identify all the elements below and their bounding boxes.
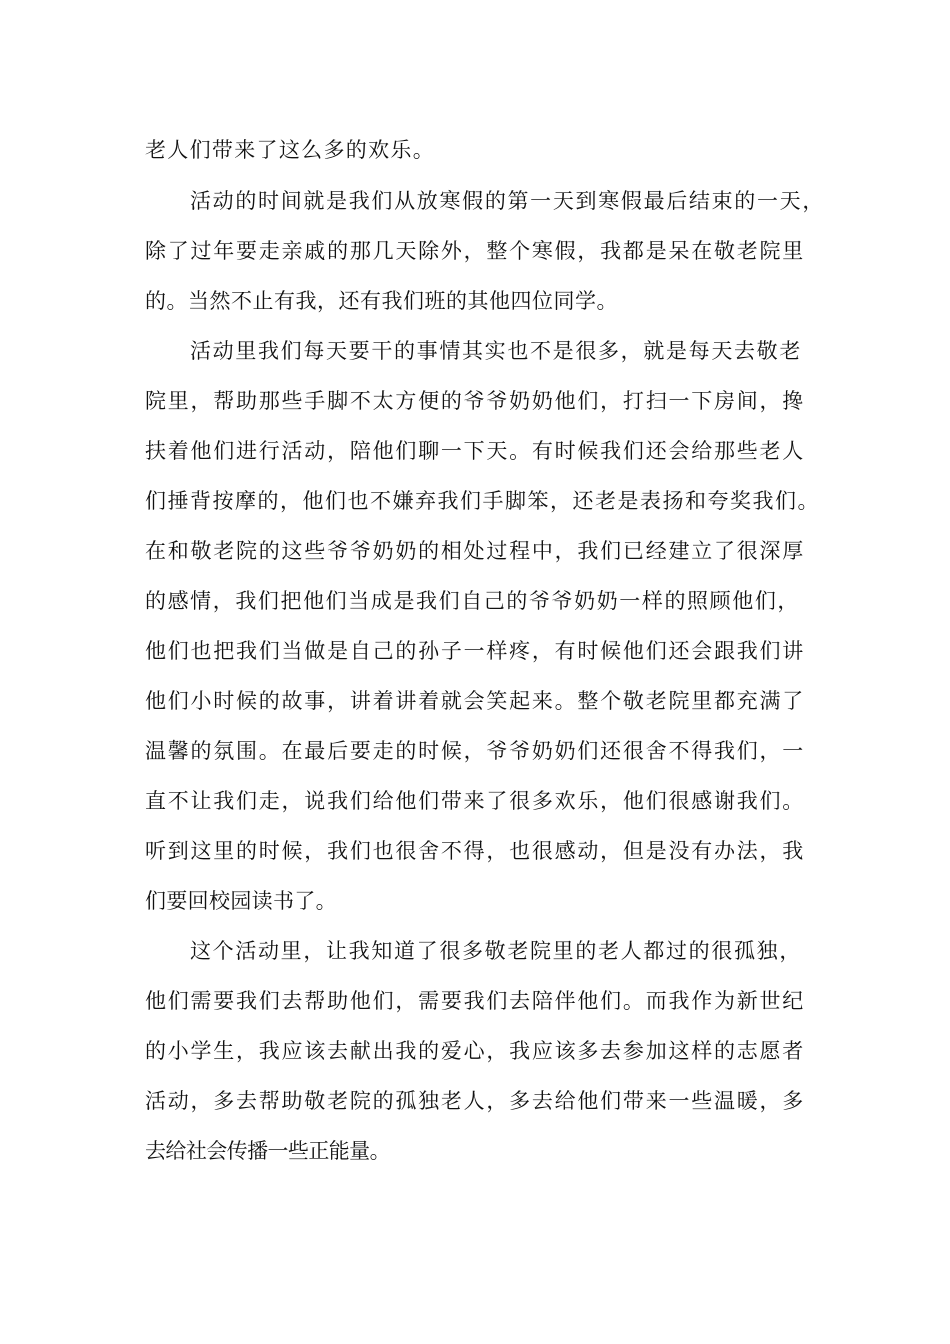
- text-line: 院里，帮助那些手脚不太方便的爷爷奶奶他们，打扫一下房间，搀: [145, 389, 806, 413]
- text-line: 直不让我们走，说我们给他们带来了很多欢乐，他们很感谢我们。: [145, 789, 806, 813]
- text-line: 他们小时候的故事，讲着讲着就会笑起来。整个敬老院里都充满了: [145, 689, 806, 713]
- text-line: 们捶背按摩的，他们也不嫌弃我们手脚笨，还老是表扬和夸奖我们。: [145, 489, 820, 513]
- text-line: 听到这里的时候，我们也很舍不得，也很感动，但是没有办法，我: [145, 839, 806, 863]
- text-line: 他们需要我们去帮助他们，需要我们去陪伴他们。而我作为新世纪: [145, 989, 806, 1013]
- paragraph-first-line: 活动的时间就是我们从放寒假的第一天到寒假最后结束的一天，: [190, 189, 826, 213]
- text-line: 的。当然不止有我，还有我们班的其他四位同学。: [145, 289, 618, 313]
- text-line: 在和敬老院的这些爷爷奶奶的相处过程中，我们已经建立了很深厚: [145, 539, 806, 563]
- text-line: 老人们带来了这么多的欢乐。: [145, 138, 436, 162]
- text-line: 温馨的氛围。在最后要走的时候，爷爷奶奶们还很舍不得我们，一: [145, 739, 806, 763]
- text-line: 们要回校园读书了。: [145, 889, 337, 913]
- paragraph-first-line: 活动里我们每天要干的事情其实也不是很多，就是每天去敬老: [190, 339, 803, 363]
- text-line: 他们也把我们当做是自己的孙子一样疼，有时候他们还会跟我们讲: [145, 639, 806, 663]
- text-line: 的感情，我们把他们当成是我们自己的爷爷奶奶一样的照顾他们，: [145, 589, 800, 613]
- text-line: 扶着他们进行活动，陪他们聊一下天。有时候我们还会给那些老人: [145, 439, 806, 463]
- text-line: 活动，多去帮助敬老院的孤独老人，多去给他们带来一些温暖，多: [145, 1089, 806, 1113]
- text-line: 的小学生，我应该去献出我的爱心，我应该多去参加这样的志愿者: [145, 1039, 806, 1063]
- paragraph-first-line: 这个活动里，让我知道了很多敬老院里的老人都过的很孤独，: [190, 939, 803, 963]
- text-line: 除了过年要走亲戚的那几天除外，整个寒假，我都是呆在敬老院里: [145, 239, 806, 263]
- text-line: 去给社会传播一些正能量。: [145, 1139, 391, 1163]
